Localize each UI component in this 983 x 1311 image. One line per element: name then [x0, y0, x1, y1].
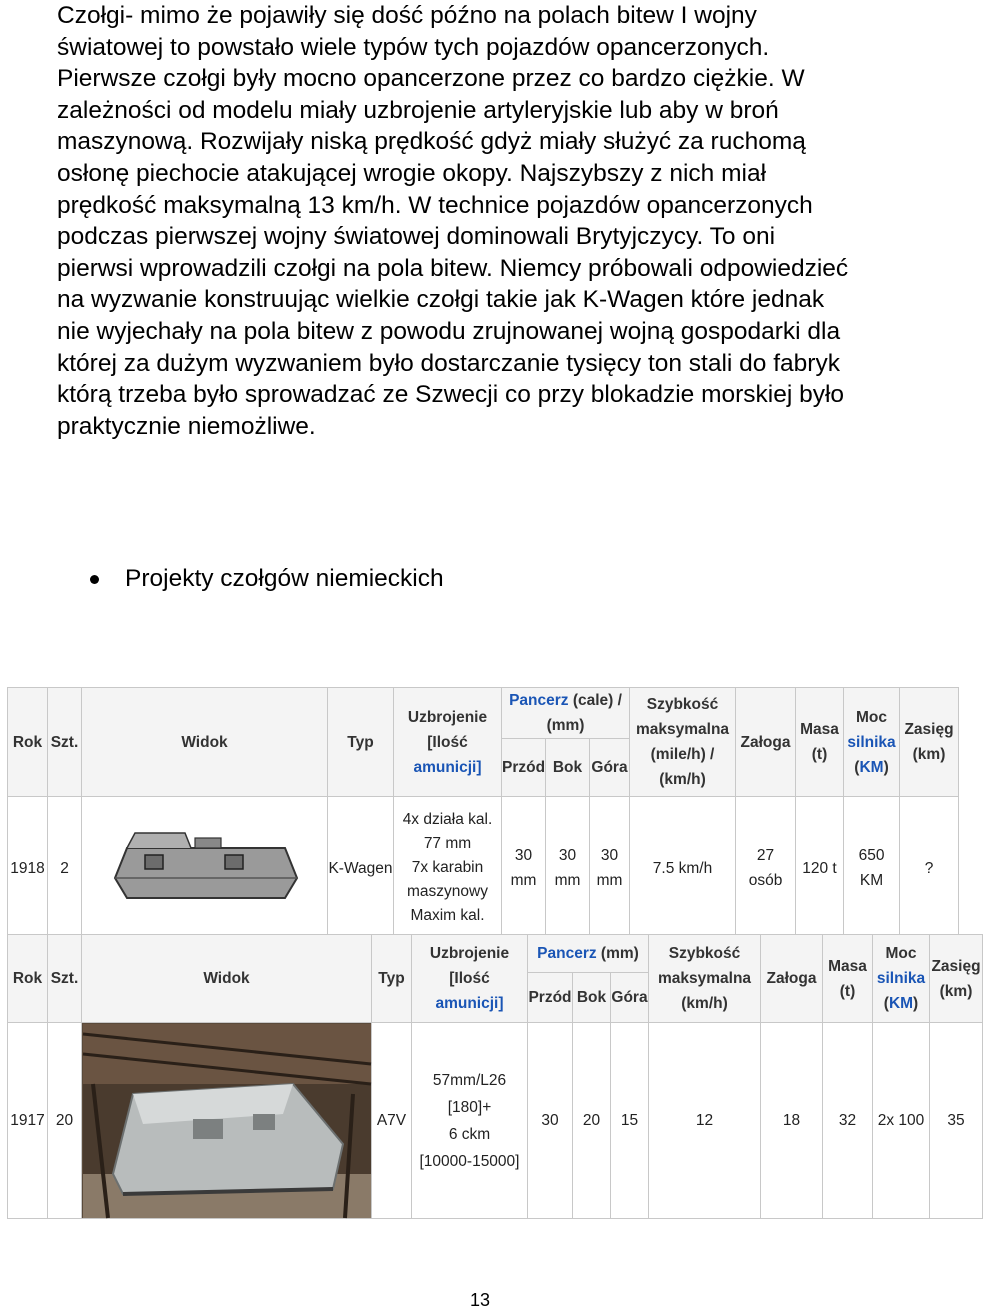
bullet-item — [90, 565, 444, 593]
kwagen-tank-image — [105, 823, 305, 913]
cell-zaloga: 18 — [761, 1023, 823, 1219]
tank-table-kwagen — [7, 687, 959, 940]
cell-moc: 650 KM — [844, 797, 900, 940]
header-szybkosc: Szybkość maksymalna (km/h) — [649, 935, 761, 1023]
header-widok: Widok — [82, 688, 328, 797]
paragraph-line: której za dużym wyzwaniem było dostarczanie tysięcy ton stali do fabryk — [57, 349, 840, 377]
kwagen-drawing — [82, 797, 328, 940]
header-zaloga: Załoga — [761, 935, 823, 1023]
cell-bok: 30 mm — [546, 797, 590, 940]
header-przod: Przód — [528, 973, 573, 1023]
header-szt: Szt. — [48, 688, 82, 797]
header-moc: Moc silnika (KM) — [873, 935, 930, 1023]
paragraph-line: Pierwsze czołgi były mocno opancerzone przez co bardzo ciężkie. W — [57, 65, 805, 93]
paragraph-line: maszynową. Rozwijały niską prędkość gdyż miały służyć za ruchomą — [57, 128, 806, 156]
bullet-dot-icon — [90, 575, 99, 584]
header-masa: Masa (t) — [823, 935, 873, 1023]
header-gora: Góra — [611, 973, 649, 1023]
header-rok: Rok — [8, 688, 48, 797]
cell-moc: 2x 100 — [873, 1023, 930, 1219]
cell-bok: 20 — [573, 1023, 611, 1219]
paragraph-line: prędkość maksymalną 13 km/h. W technice pojazdów opancerzonych — [57, 191, 813, 219]
cell-typ: A7V — [372, 1023, 412, 1219]
cell-przod: 30 mm — [502, 797, 546, 940]
paragraph-line: praktycznie niemożliwe. — [57, 412, 316, 440]
cell-gora: 30 mm — [590, 797, 630, 940]
header-masa: Masa (t) — [796, 688, 844, 797]
header-pancerz: Pancerz (mm) — [528, 935, 649, 973]
header-szt: Szt. — [48, 935, 82, 1023]
header-typ: Typ — [328, 688, 394, 797]
tank-table-a7v — [7, 934, 983, 1219]
cell-rok: 1918 — [8, 797, 48, 940]
header-bok: Bok — [546, 739, 590, 797]
intro-paragraph — [57, 0, 949, 442]
paragraph-line: Czołgi- mimo że pojawiły się dość późno na polach bitew I wojny — [57, 2, 757, 29]
header-uzbrojenie: Uzbrojenie [Ilość amunicji] — [394, 688, 502, 797]
paragraph-line: pierwsi wprowadzili czołgi na pola bitew. Niemcy próbowali odpowiedzieć — [57, 254, 849, 282]
cell-masa: 120 t — [796, 797, 844, 940]
page-number: 13 — [469, 1290, 491, 1310]
cell-typ: K-Wagen — [328, 797, 394, 940]
cell-gora: 15 — [611, 1023, 649, 1219]
header-widok: Widok — [82, 935, 372, 1023]
paragraph-line: osłonę piechocie atakującej wrogie okopy. Najszybszy z nich miał — [57, 159, 767, 187]
paragraph-line: podczas pierwszej wojny światowej dominowali Brytyjczycy. To oni — [57, 223, 776, 251]
paragraph-line: światowej to powstało wiele typów tych pojazdów opancerzonych. — [57, 33, 770, 61]
cell-przod: 30 — [528, 1023, 573, 1219]
cell-zaloga: 27 osób — [736, 797, 796, 940]
header-uzbrojenie: Uzbrojenie [Ilość amunicji] — [412, 935, 528, 1023]
header-przod: Przód — [502, 739, 546, 797]
header-zasieg: Zasięg (km) — [900, 688, 959, 797]
header-zaloga: Załoga — [736, 688, 796, 797]
header-rok: Rok — [8, 935, 48, 1023]
a7v-tank-image — [83, 1024, 371, 1218]
paragraph-line: na wyzwanie konstruując wielkie czołgi takie jak K-Wagen które jednak — [57, 286, 825, 314]
header-zasieg: Zasięg (km) — [930, 935, 983, 1023]
cell-uzbrojenie: 4x działa kal. 77 mm 7x karabin maszynowy Maxim kal. — [394, 797, 502, 940]
paragraph-line: nie wyjechały na pola bitew z powodu zrujnowanej wojną gospodarki dla — [57, 317, 841, 345]
cell-rok: 1917 — [8, 1023, 48, 1219]
cell-szt: 2 — [48, 797, 82, 940]
header-szybkosc: Szybkość maksymalna (mile/h) / (km/h) — [630, 688, 736, 797]
header-moc: Moc silnika (KM) — [844, 688, 900, 797]
cell-szt: 20 — [48, 1023, 82, 1219]
cell-masa: 32 — [823, 1023, 873, 1219]
header-bok: Bok — [573, 973, 611, 1023]
cell-zasieg: ? — [900, 797, 959, 940]
header-typ: Typ — [372, 935, 412, 1023]
header-gora: Góra — [590, 739, 630, 797]
paragraph-line: zależności od modelu miały uzbrojenie artyleryjskie lub aby w broń — [57, 96, 779, 124]
cell-szybkosc: 7.5 km/h — [630, 797, 736, 940]
a7v-photo — [82, 1023, 372, 1219]
bullet-text: Projekty czołgów niemieckich — [125, 565, 444, 592]
paragraph-line: którą trzeba było sprowadzać ze Szwecji co przy blokadzie morskiej było — [57, 381, 845, 409]
cell-szybkosc: 12 — [649, 1023, 761, 1219]
cell-zasieg: 35 — [930, 1023, 983, 1219]
header-pancerz: Pancerz (cale) / (mm) — [502, 688, 630, 739]
cell-uzbrojenie: 57mm/L26 [180]+ 6 ckm [10000-15000] — [412, 1023, 528, 1219]
